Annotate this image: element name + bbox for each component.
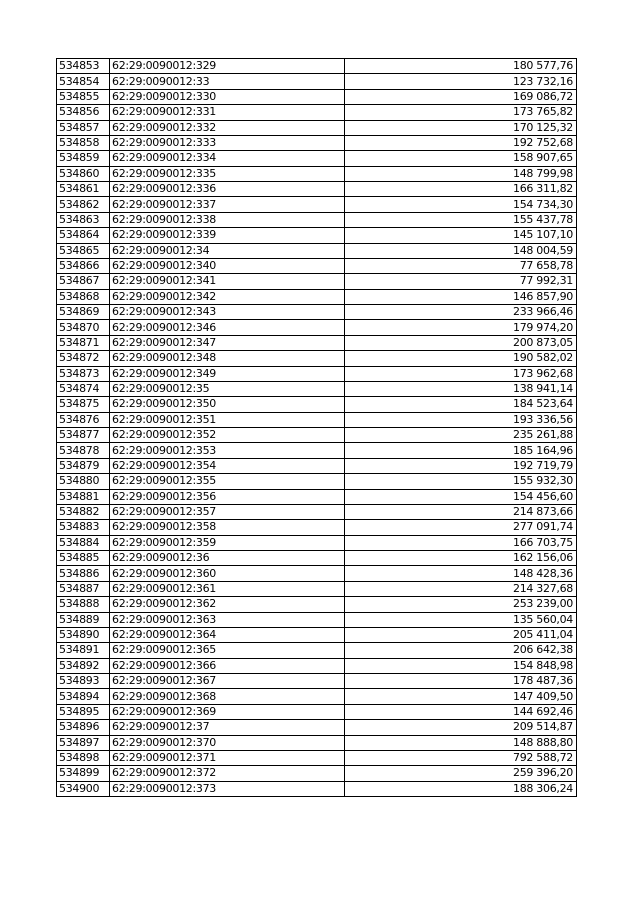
value-cell: 158 907,65 [345, 151, 577, 166]
value-cell: 180 577,76 [345, 59, 577, 74]
cadastral-number-cell: 62:29:0090012:349 [110, 366, 345, 381]
table-row [57, 289, 577, 304]
value-cell: 214 327,68 [345, 581, 577, 596]
value-cell: 173 765,82 [345, 105, 577, 120]
row-id-cell: 534888 [57, 597, 110, 612]
value-cell: 169 086,72 [345, 89, 577, 104]
cadastral-number-cell: 62:29:0090012:351 [110, 412, 345, 427]
cadastral-number-cell: 62:29:0090012:340 [110, 258, 345, 273]
value-cell: 235 261,88 [345, 428, 577, 443]
table-row [57, 258, 577, 273]
cadastral-number-cell: 62:29:0090012:331 [110, 105, 345, 120]
table-row [57, 166, 577, 181]
value-cell: 146 857,90 [345, 289, 577, 304]
table-row [57, 597, 577, 612]
row-id-cell: 534877 [57, 428, 110, 443]
cadastral-number-cell: 62:29:0090012:336 [110, 182, 345, 197]
row-id-cell: 534898 [57, 750, 110, 765]
table-row [57, 658, 577, 673]
table-row [57, 212, 577, 227]
value-cell: 148 888,80 [345, 735, 577, 750]
table-row [57, 351, 577, 366]
value-cell: 135 560,04 [345, 612, 577, 627]
cadastral-number-cell: 62:29:0090012:370 [110, 735, 345, 750]
row-id-cell: 534869 [57, 305, 110, 320]
value-cell: 205 411,04 [345, 627, 577, 642]
row-id-cell: 534874 [57, 381, 110, 396]
table-row [57, 781, 577, 796]
value-cell: 166 703,75 [345, 535, 577, 550]
value-cell: 200 873,05 [345, 335, 577, 350]
value-cell: 166 311,82 [345, 182, 577, 197]
cadastral-number-cell: 62:29:0090012:360 [110, 566, 345, 581]
value-cell: 154 456,60 [345, 489, 577, 504]
value-cell: 259 396,20 [345, 766, 577, 781]
value-cell: 77 658,78 [345, 258, 577, 273]
value-cell: 173 962,68 [345, 366, 577, 381]
cadastral-number-cell: 62:29:0090012:356 [110, 489, 345, 504]
table-row [57, 504, 577, 519]
cadastral-number-cell: 62:29:0090012:359 [110, 535, 345, 550]
value-cell: 253 239,00 [345, 597, 577, 612]
value-cell: 185 164,96 [345, 443, 577, 458]
row-id-cell: 534853 [57, 59, 110, 74]
row-id-cell: 534881 [57, 489, 110, 504]
cadastral-number-cell: 62:29:0090012:362 [110, 597, 345, 612]
table-row [57, 243, 577, 258]
table-row [57, 89, 577, 104]
value-cell: 214 873,66 [345, 504, 577, 519]
value-cell: 277 091,74 [345, 520, 577, 535]
value-cell: 77 992,31 [345, 274, 577, 289]
table-row [57, 182, 577, 197]
row-id-cell: 534895 [57, 704, 110, 719]
cadastral-number-cell: 62:29:0090012:369 [110, 704, 345, 719]
row-id-cell: 534872 [57, 351, 110, 366]
cadastral-number-cell: 62:29:0090012:333 [110, 135, 345, 150]
table-row [57, 366, 577, 381]
cadastral-number-cell: 62:29:0090012:350 [110, 397, 345, 412]
row-id-cell: 534893 [57, 674, 110, 689]
row-id-cell: 534856 [57, 105, 110, 120]
cadastral-number-cell: 62:29:0090012:33 [110, 74, 345, 89]
row-id-cell: 534892 [57, 658, 110, 673]
cadastral-number-cell: 62:29:0090012:352 [110, 428, 345, 443]
row-id-cell: 534855 [57, 89, 110, 104]
row-id-cell: 534870 [57, 320, 110, 335]
row-id-cell: 534891 [57, 643, 110, 658]
value-cell: 154 734,30 [345, 197, 577, 212]
row-id-cell: 534886 [57, 566, 110, 581]
table-row [57, 397, 577, 412]
row-id-cell: 534885 [57, 551, 110, 566]
cadastral-number-cell: 62:29:0090012:332 [110, 120, 345, 135]
table-row [57, 135, 577, 150]
value-cell: 170 125,32 [345, 120, 577, 135]
cadastral-number-cell: 62:29:0090012:334 [110, 151, 345, 166]
cadastral-number-cell: 62:29:0090012:373 [110, 781, 345, 796]
value-cell: 155 437,78 [345, 212, 577, 227]
value-cell: 148 004,59 [345, 243, 577, 258]
cadastral-number-cell: 62:29:0090012:366 [110, 658, 345, 673]
row-id-cell: 534859 [57, 151, 110, 166]
row-id-cell: 534868 [57, 289, 110, 304]
value-cell: 162 156,06 [345, 551, 577, 566]
row-id-cell: 534896 [57, 720, 110, 735]
cadastral-number-cell: 62:29:0090012:361 [110, 581, 345, 596]
cadastral-number-cell: 62:29:0090012:329 [110, 59, 345, 74]
row-id-cell: 534894 [57, 689, 110, 704]
table-row [57, 581, 577, 596]
cadastral-number-cell: 62:29:0090012:358 [110, 520, 345, 535]
value-cell: 155 932,30 [345, 474, 577, 489]
value-cell: 178 487,36 [345, 674, 577, 689]
cadastral-number-cell: 62:29:0090012:330 [110, 89, 345, 104]
row-id-cell: 534854 [57, 74, 110, 89]
row-id-cell: 534884 [57, 535, 110, 550]
row-id-cell: 534861 [57, 182, 110, 197]
cadastral-number-cell: 62:29:0090012:355 [110, 474, 345, 489]
table-row [57, 412, 577, 427]
row-id-cell: 534887 [57, 581, 110, 596]
row-id-cell: 534866 [57, 258, 110, 273]
row-id-cell: 534890 [57, 627, 110, 642]
table-row [57, 489, 577, 504]
row-id-cell: 534900 [57, 781, 110, 796]
table-row [57, 551, 577, 566]
row-id-cell: 534880 [57, 474, 110, 489]
cadastral-number-cell: 62:29:0090012:341 [110, 274, 345, 289]
row-id-cell: 534862 [57, 197, 110, 212]
row-id-cell: 534883 [57, 520, 110, 535]
table-row [57, 627, 577, 642]
cadastral-number-cell: 62:29:0090012:346 [110, 320, 345, 335]
cadastral-number-cell: 62:29:0090012:342 [110, 289, 345, 304]
table-row [57, 59, 577, 74]
value-cell: 233 966,46 [345, 305, 577, 320]
cadastral-number-cell: 62:29:0090012:337 [110, 197, 345, 212]
cadastral-number-cell: 62:29:0090012:37 [110, 720, 345, 735]
cadastral-number-cell: 62:29:0090012:354 [110, 458, 345, 473]
cadastral-number-cell: 62:29:0090012:368 [110, 689, 345, 704]
row-id-cell: 534899 [57, 766, 110, 781]
cadastral-number-cell: 62:29:0090012:347 [110, 335, 345, 350]
row-id-cell: 534867 [57, 274, 110, 289]
row-id-cell: 534860 [57, 166, 110, 181]
table-row [57, 750, 577, 765]
cadastral-number-cell: 62:29:0090012:343 [110, 305, 345, 320]
value-cell: 184 523,64 [345, 397, 577, 412]
value-cell: 190 582,02 [345, 351, 577, 366]
cadastral-number-cell: 62:29:0090012:339 [110, 228, 345, 243]
cadastral-number-cell: 62:29:0090012:364 [110, 627, 345, 642]
data-table [56, 58, 577, 797]
table-row [57, 474, 577, 489]
row-id-cell: 534878 [57, 443, 110, 458]
row-id-cell: 534889 [57, 612, 110, 627]
table-row [57, 274, 577, 289]
value-cell: 148 428,36 [345, 566, 577, 581]
table-row [57, 105, 577, 120]
value-cell: 192 719,79 [345, 458, 577, 473]
value-cell: 123 732,16 [345, 74, 577, 89]
table-row [57, 428, 577, 443]
table-row [57, 335, 577, 350]
value-cell: 192 752,68 [345, 135, 577, 150]
row-id-cell: 534857 [57, 120, 110, 135]
value-cell: 179 974,20 [345, 320, 577, 335]
cadastral-number-cell: 62:29:0090012:338 [110, 212, 345, 227]
value-cell: 154 848,98 [345, 658, 577, 673]
table-row [57, 520, 577, 535]
value-cell: 145 107,10 [345, 228, 577, 243]
row-id-cell: 534875 [57, 397, 110, 412]
table-row [57, 689, 577, 704]
row-id-cell: 534864 [57, 228, 110, 243]
table-row [57, 320, 577, 335]
value-cell: 148 799,98 [345, 166, 577, 181]
cadastral-number-cell: 62:29:0090012:357 [110, 504, 345, 519]
table-body [57, 59, 577, 797]
row-id-cell: 534897 [57, 735, 110, 750]
value-cell: 792 588,72 [345, 750, 577, 765]
row-id-cell: 534865 [57, 243, 110, 258]
table-row [57, 228, 577, 243]
row-id-cell: 534876 [57, 412, 110, 427]
cadastral-number-cell: 62:29:0090012:36 [110, 551, 345, 566]
table-row [57, 120, 577, 135]
table-row [57, 612, 577, 627]
table-row [57, 197, 577, 212]
row-id-cell: 534879 [57, 458, 110, 473]
value-cell: 209 514,87 [345, 720, 577, 735]
table-row [57, 704, 577, 719]
row-id-cell: 534863 [57, 212, 110, 227]
cadastral-number-cell: 62:29:0090012:34 [110, 243, 345, 258]
table-row [57, 643, 577, 658]
row-id-cell: 534858 [57, 135, 110, 150]
table-row [57, 735, 577, 750]
cadastral-number-cell: 62:29:0090012:363 [110, 612, 345, 627]
row-id-cell: 534871 [57, 335, 110, 350]
value-cell: 144 692,46 [345, 704, 577, 719]
table-row [57, 443, 577, 458]
cadastral-number-cell: 62:29:0090012:353 [110, 443, 345, 458]
table-row [57, 535, 577, 550]
table-row [57, 151, 577, 166]
cadastral-number-cell: 62:29:0090012:367 [110, 674, 345, 689]
table-row [57, 674, 577, 689]
cadastral-number-cell: 62:29:0090012:365 [110, 643, 345, 658]
value-cell: 138 941,14 [345, 381, 577, 396]
value-cell: 206 642,38 [345, 643, 577, 658]
cadastral-number-cell: 62:29:0090012:371 [110, 750, 345, 765]
cadastral-number-cell: 62:29:0090012:348 [110, 351, 345, 366]
table-row [57, 74, 577, 89]
value-cell: 147 409,50 [345, 689, 577, 704]
table-row [57, 720, 577, 735]
row-id-cell: 534873 [57, 366, 110, 381]
row-id-cell: 534882 [57, 504, 110, 519]
cadastral-number-cell: 62:29:0090012:335 [110, 166, 345, 181]
cadastral-number-cell: 62:29:0090012:35 [110, 381, 345, 396]
value-cell: 188 306,24 [345, 781, 577, 796]
table-row [57, 381, 577, 396]
table-row [57, 458, 577, 473]
value-cell: 193 336,56 [345, 412, 577, 427]
table-row [57, 566, 577, 581]
table-row [57, 766, 577, 781]
cadastral-number-cell: 62:29:0090012:372 [110, 766, 345, 781]
table-row [57, 305, 577, 320]
